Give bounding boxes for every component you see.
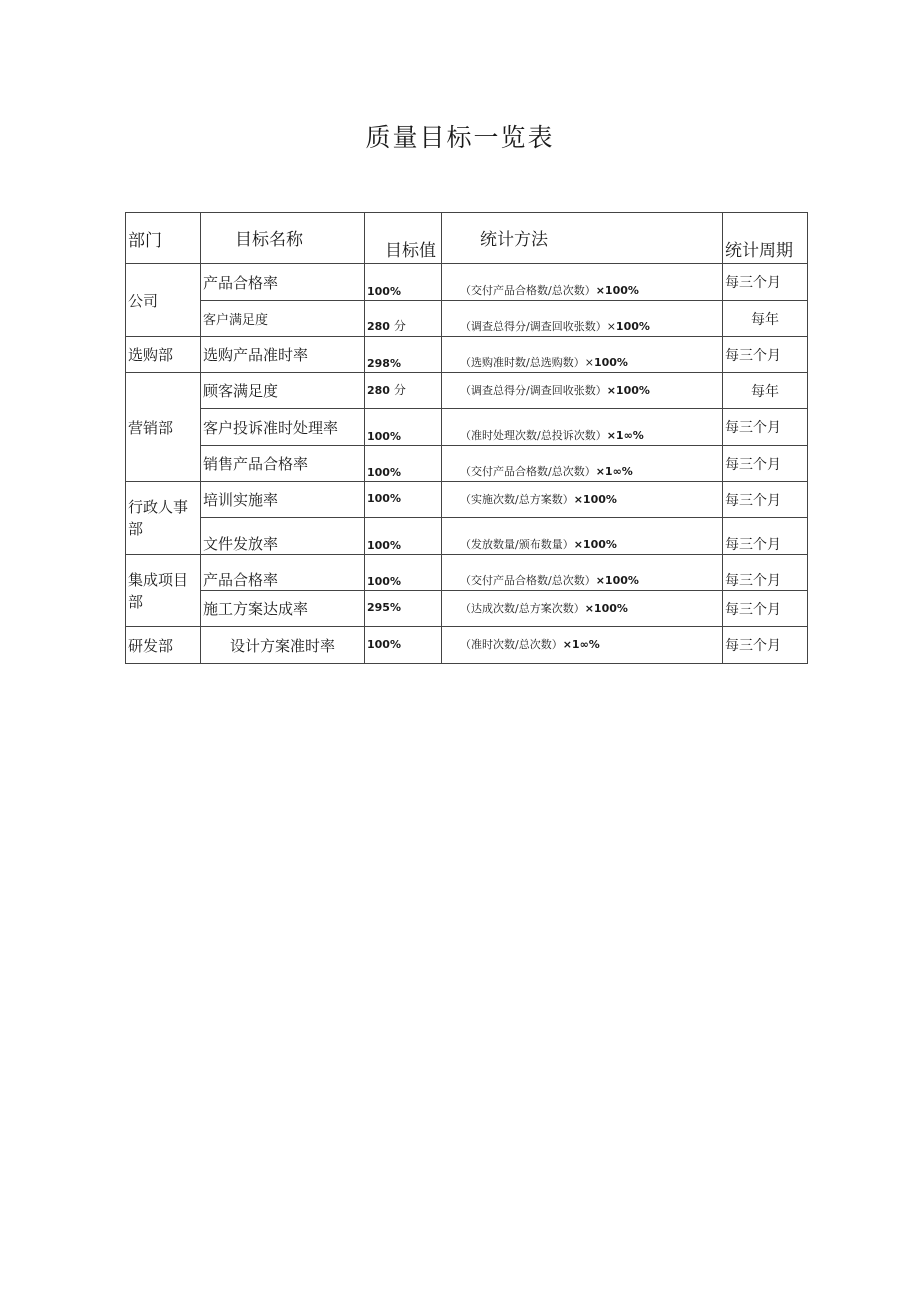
target-value: 280 分 bbox=[365, 373, 442, 409]
target-name: 施工方案达成率 bbox=[201, 591, 365, 627]
table-header-row bbox=[126, 213, 808, 264]
header-dept: 部门 bbox=[126, 213, 201, 264]
stat-method: （选购准时数/总选购数）×100% bbox=[442, 337, 723, 373]
stat-method: （调查总得分/调查回收张数）×100% bbox=[442, 301, 723, 337]
target-name: 客户投诉准时处理率 bbox=[201, 409, 365, 446]
table-row bbox=[126, 409, 808, 446]
dept-cell: 集成项目部 bbox=[126, 555, 201, 627]
target-name: 顾客满足度 bbox=[201, 373, 365, 409]
target-name: 培训实施率 bbox=[201, 482, 365, 518]
stat-cycle: 每年 bbox=[723, 373, 808, 409]
target-value: 280 分 bbox=[365, 301, 442, 337]
target-value: 295% bbox=[365, 591, 442, 627]
target-name: 选购产品准时率 bbox=[201, 337, 365, 373]
table-row bbox=[126, 518, 808, 555]
dept-cell: 营销部 bbox=[126, 373, 201, 482]
stat-method: （准时次数/总次数）×1∞% bbox=[442, 627, 723, 664]
stat-cycle: 每三个月 bbox=[723, 555, 808, 591]
stat-method: （实施次数/总方案数）×100% bbox=[442, 482, 723, 518]
stat-cycle: 每三个月 bbox=[723, 409, 808, 446]
target-name: 产品合格率 bbox=[201, 555, 365, 591]
stat-cycle: 每三个月 bbox=[723, 337, 808, 373]
table-row bbox=[126, 337, 808, 373]
stat-cycle: 每三个月 bbox=[723, 446, 808, 482]
stat-method: （交付产品合格数/总次数）×1∞% bbox=[442, 446, 723, 482]
target-name: 销售产品合格率 bbox=[201, 446, 365, 482]
target-name: 客户满足度 bbox=[201, 301, 365, 337]
target-value: 100% bbox=[365, 518, 442, 555]
stat-cycle: 每三个月 bbox=[723, 482, 808, 518]
dept-cell: 行政人事部 bbox=[126, 482, 201, 555]
target-value: 100% bbox=[365, 555, 442, 591]
target-value: 100% bbox=[365, 409, 442, 446]
stat-cycle: 每三个月 bbox=[723, 518, 808, 555]
stat-method: （发放数量/颁布数量）×100% bbox=[442, 518, 723, 555]
table-row bbox=[126, 627, 808, 664]
table-row bbox=[126, 482, 808, 518]
page-title: 质量目标一览表 bbox=[365, 123, 555, 152]
stat-cycle: 每三个月 bbox=[723, 591, 808, 627]
table-row bbox=[126, 301, 808, 337]
stat-cycle: 每三个月 bbox=[723, 264, 808, 301]
target-name: 产品合格率 bbox=[201, 264, 365, 301]
target-value: 100% bbox=[365, 482, 442, 518]
target-name: 文件发放率 bbox=[201, 518, 365, 555]
target-value: 100% bbox=[365, 627, 442, 664]
target-name: 设计方案准时率 bbox=[201, 627, 365, 664]
quality-targets-table bbox=[125, 212, 808, 664]
table-row bbox=[126, 264, 808, 301]
stat-cycle: 每年 bbox=[723, 301, 808, 337]
target-value: 298% bbox=[365, 337, 442, 373]
table-row bbox=[126, 555, 808, 591]
dept-cell: 研发部 bbox=[126, 627, 201, 664]
dept-cell: 公司 bbox=[126, 264, 201, 337]
stat-method: （交付产品合格数/总次数）×100% bbox=[442, 264, 723, 301]
table-row bbox=[126, 591, 808, 627]
stat-cycle: 每三个月 bbox=[723, 627, 808, 664]
stat-method: （交付产品合格数/总次数）×100% bbox=[442, 555, 723, 591]
header-name: 目标名称 bbox=[201, 213, 365, 264]
target-value: 100% bbox=[365, 264, 442, 301]
dept-cell: 选购部 bbox=[126, 337, 201, 373]
header-target: 目标值 bbox=[365, 213, 442, 264]
stat-method: （准时处理次数/总投诉次数）×1∞% bbox=[442, 409, 723, 446]
target-value: 100% bbox=[365, 446, 442, 482]
stat-method: （达成次数/总方案次数）×100% bbox=[442, 591, 723, 627]
table-row bbox=[126, 373, 808, 409]
table-row bbox=[126, 446, 808, 482]
stat-method: （调查总得分/调查回收张数）×100% bbox=[442, 373, 723, 409]
header-method: 统计方法 bbox=[442, 213, 723, 264]
header-cycle: 统计周期 bbox=[723, 213, 808, 264]
